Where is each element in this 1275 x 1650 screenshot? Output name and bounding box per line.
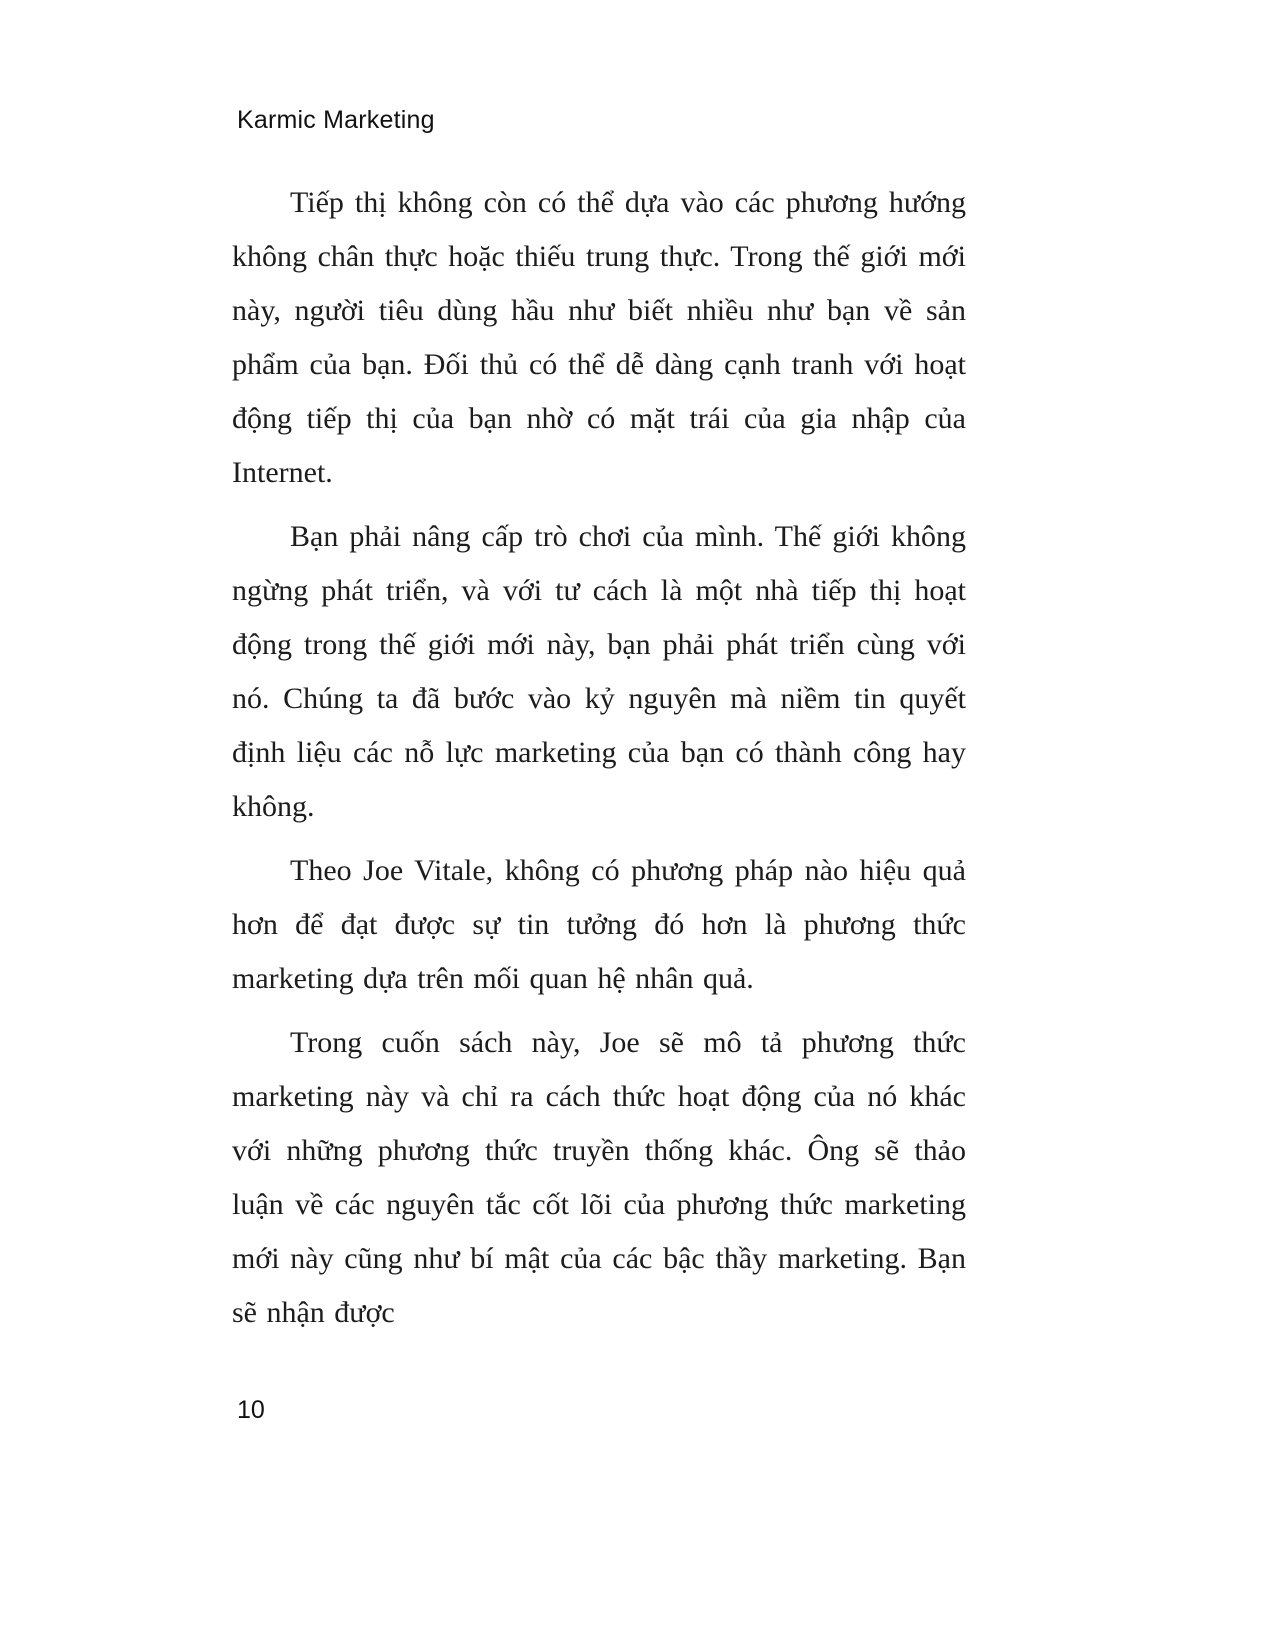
paragraph: Theo Joe Vitale, không có phương pháp nào hiệu quả hơn để đạt được sự tin tưởng đó hơn là phương thức marketing dựa trên mối quan hệ nhân quả. [232,854,966,995]
page-number: 10 [237,1396,265,1424]
paragraph: Trong cuốn sách này, Joe sẽ mô tả phương thức marketing này và chỉ ra cách thức hoạt động của nó khác với những phương thức truyền thống khác. Ông sẽ thảo luận về các nguyên tắc cốt lõi của phương thức marketing mới này cũng như bí mật của các bậc thầy marketing. Bạn sẽ nhận được [232,1026,966,1329]
paragraph: Bạn phải nâng cấp trò chơi của mình. Thế giới không ngừng phát triển, và với tư cách là một nhà tiếp thị hoạt động trong thế giới mới này, bạn phải phát triển cùng với nó. Chúng ta đã bước vào kỷ nguyên mà niềm tin quyết định liệu các nỗ lực marketing của bạn có thành công hay không. [232,520,966,823]
body-text [232,176,966,1350]
running-header: Karmic Marketing [237,106,435,134]
paragraph: Tiếp thị không còn có thể dựa vào các phương hướng không chân thực hoặc thiếu trung thực. Trong thế giới mới này, người tiêu dùng hầu như biết nhiều như bạn về sản phẩm của bạn. Đối thủ có thể dễ dàng cạnh tranh với hoạt động tiếp thị của bạn nhờ có mặt trái của gia nhập của Internet. [232,186,966,489]
